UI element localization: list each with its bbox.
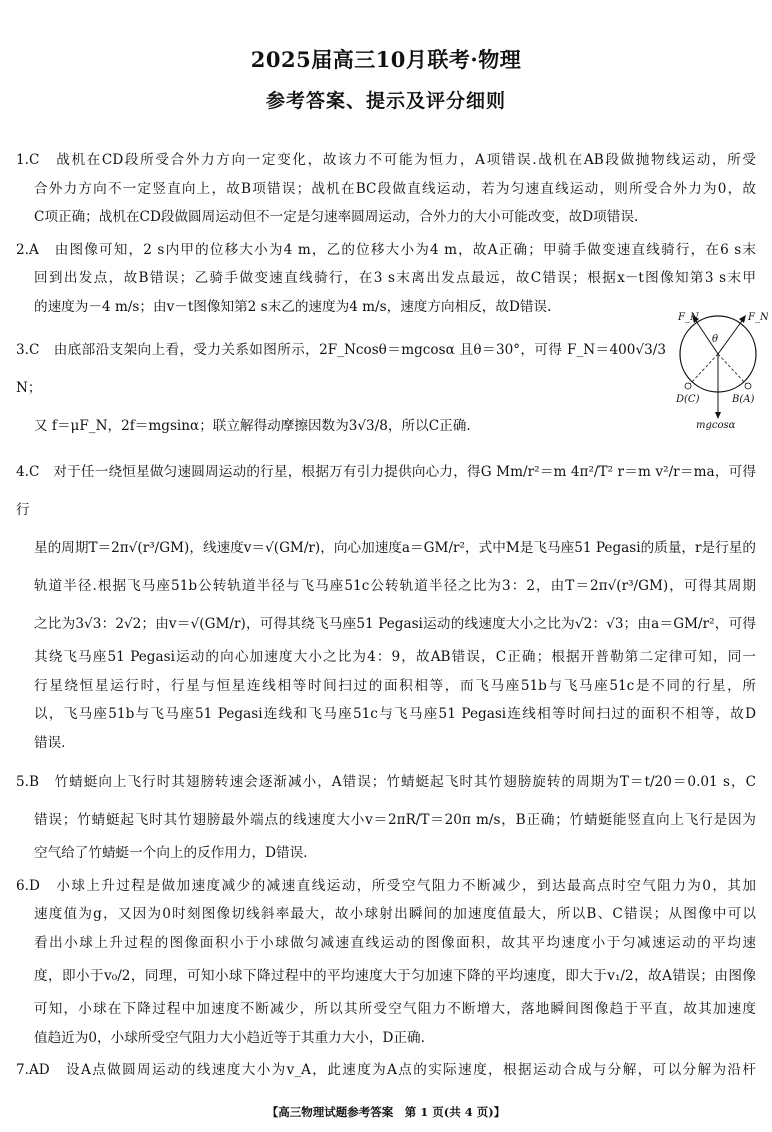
page-footer: 【高三物理试题参考答案 第 1 页(共 4 页)】 (266, 1105, 506, 1119)
answer-line: 2.A 由图像可知，2 s内甲的位移大小为4 m，乙的位移大小为4 m，故A正确；甲骑手做变速直线骑行，在6 s末 (16, 241, 756, 258)
label-fn-left: F_N (678, 312, 699, 323)
page-subtitle: 参考答案、提示及评分细则 (265, 90, 506, 112)
answer-line: 1.C 战机在CD段所受合外力方向一定变化，故该力不可能为恒力，A项错误.战机在AB段做抛物线运动，所受 (16, 152, 756, 168)
answer-line: C项正确；战机在CD段做圆周运动但不一定是匀速率圆周运动，合外力的大小可能改变，故D项错误. (34, 209, 639, 225)
support-line-left (690, 354, 718, 384)
support-line-right (718, 354, 746, 384)
answer-line: 度，即小于v₀/2，同理，可知小球下降过程中的平均速度大于匀加速下降的平均速度，即大于v₁/2，故A错误；由图像 (34, 968, 756, 984)
answer-5 (16, 763, 756, 868)
answer-line: 4.C 对于任一绕恒星做匀速圆周运动的行星，根据万有引力提供向心力，得G Mm/r²＝m 4π²/T² r＝m v²/r＝ma，可得行 (16, 464, 756, 518)
answer-line: 7.AD 设A点做圆周运动的线速度大小为v_A，此速度为A点的实际速度，根据运动合成与分解，可以分解为沿杆 (16, 1062, 756, 1078)
label-theta: θ (712, 334, 719, 345)
label-ba: B(A) (732, 394, 755, 405)
answer-3 (16, 331, 666, 445)
answer-line: 轨道半径.根据飞马座51b公转轨道半径与飞马座51c公转轨道半径之比为3：2，由T＝2π√(r³/GM)，可得其周期 (34, 578, 756, 594)
answer-line: 行星绕恒星运行时，行星与恒星连线相等时间扫过的面积相等，而飞马座51b与飞马座51c是不同的行星，所 (34, 677, 756, 694)
answer-line: 速度值为g，又因为0时刻图像切线斜率最大，故小球射出瞬间的加速度值最大，所以B、C错误；从图像中可以 (34, 906, 756, 922)
force-diagram (672, 306, 768, 430)
force-diagram-svg (672, 306, 768, 430)
answer-line: 值趋近为0，小球所受空气阻力大小趋近等于其重力大小，D正确. (34, 1029, 425, 1046)
answer-body (16, 146, 756, 1089)
answer-4 (16, 453, 756, 757)
answer-line: 回到出发点，故B错误；乙骑手做变速直线骑行，在3 s末离出发点最远，故C错误；根据x－t图像知第3 s末甲 (34, 270, 756, 286)
normal-force-right (718, 318, 744, 354)
page-title: 2025届高三10月联考·物理 (250, 47, 522, 72)
answer-line: 星的周期T＝2π√(r³/GM)，线速度v＝√(GM/r)，向心加速度a＝GM/r²，式中M是飞马座51 Pegasi的质量，r是行星的 (34, 540, 756, 556)
answer-2 (16, 236, 756, 322)
answer-7 (16, 1056, 756, 1085)
weight-arrowhead (715, 412, 721, 419)
answer-line: 5.B 竹蜻蜓向上飞行时其翅膀转速会逐渐减小，A错误；竹蜻蜓起飞时其竹翅膀旋转的周期为T＝t/20＝0.01 s，C (16, 774, 756, 790)
support-point-left (685, 383, 691, 389)
label-mgcos: mgcosα (696, 420, 736, 430)
label-fn-right: F_N (748, 312, 768, 323)
answer-line: 6.D 小球上升过程是做加速度减少的减速直线运动，所受空气阻力不断减少，到达最高点时空气阻力为0，其加 (16, 877, 756, 894)
answer-line: 之比为3√3：2√2；由v＝√(GM/r)，可得其绕飞马座51 Pegasi运动的线速度大小之比为√2：√3；由a＝GM/r²，可得 (34, 616, 756, 632)
answer-line: 错误；竹蜻蜓起飞时其竹翅膀最外端点的线速度大小v＝2πR/T＝20π m/s，B正确；竹蜻蜓能竖直向上飞行是因为 (34, 812, 756, 828)
answer-line: 错误. (34, 734, 66, 751)
answer-6 (16, 872, 756, 1053)
answer-line: 的速度为－4 m/s；由v－t图像知第2 s末乙的速度为4 m/s，速度方向相反，故D错误. (34, 298, 552, 315)
answer-line: 可知，小球在下降过程中加速度不断减少，所以其所受空气阻力不断增大，落地瞬间图像趋于平直，故其加速度 (34, 1001, 756, 1017)
answer-line: 其绕飞马座51 Pegasi运动的向心加速度大小之比为4：9，故AB错误，C正确；根据开普勒第二定律可知，同一 (34, 649, 756, 665)
label-dc: D(C) (676, 394, 700, 405)
answer-line: 合外力方向不一定竖直向上，故B项错误；战机在BC段做直线运动，若为匀速直线运动，则所受合外力为0，故 (34, 180, 756, 197)
answer-1 (16, 146, 756, 232)
answer-line: 看出小球上升过程的图像面积小于小球做匀减速直线运动的图像面积，故其平均速度小于匀减速运动的平均速 (34, 934, 756, 951)
normal-force-right-head (739, 315, 746, 323)
answer-line: 以，飞马座51b与飞马座51 Pegasi连线和飞马座51c与飞马座51 Pegasi连线相等时间扫过的面积不相等，故D (34, 706, 756, 722)
answer-line: 3.C 由底部沿支架向上看，受力关系如图所示，2F_Ncosθ＝mgcosα 且θ＝30°，可得 F_N＝400√3/3 N； (16, 342, 666, 396)
answer-line: 空气给了竹蜻蜓一个向上的反作用力，D错误. (34, 845, 308, 861)
support-point-right (745, 383, 751, 389)
answer-line: 又 f＝μF_N，2f＝mgsinα；联立解得动摩擦因数为3√3/8，所以C正确. (34, 418, 471, 434)
